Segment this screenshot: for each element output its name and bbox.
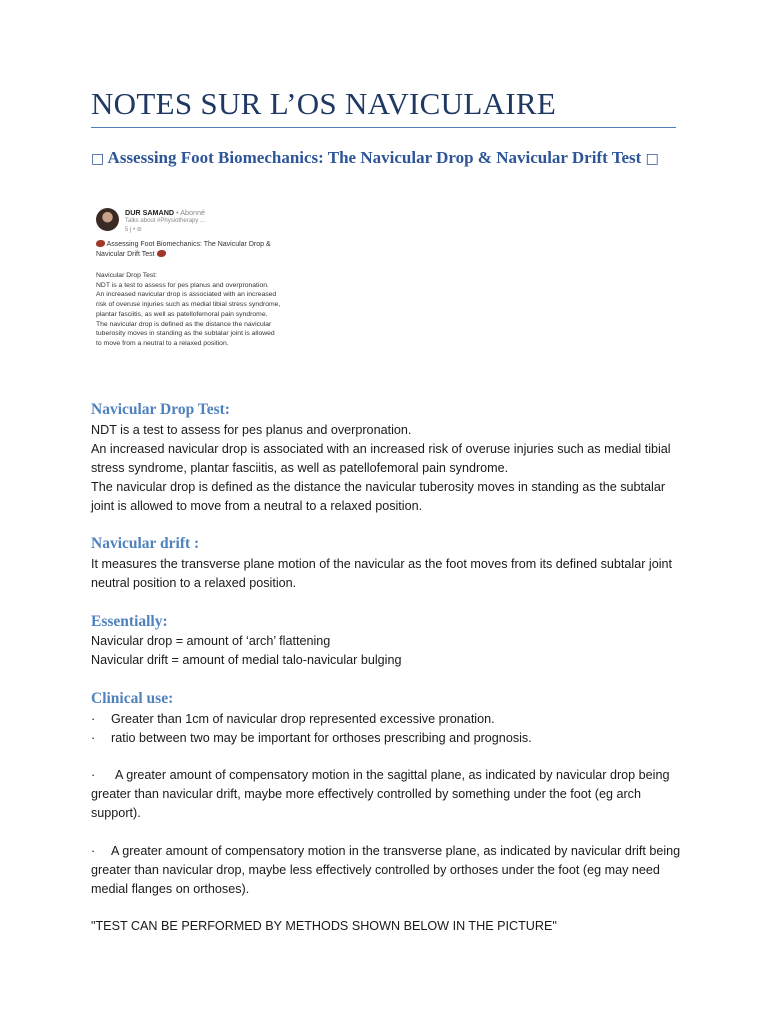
list-item-text: ratio between two may be important for orthoses prescribing and prognosis. bbox=[111, 731, 532, 745]
bullet-icon: · bbox=[91, 712, 96, 726]
post-heading bbox=[96, 240, 282, 260]
essentially-paragraph bbox=[91, 632, 681, 670]
paragraph-line: An increased navicular drop is associated with an increased risk of overuse injuries such as medial tibial stress syndrome, plantar fasciitis, as well as patellofemoral pain syndrome. bbox=[91, 442, 671, 475]
post-line: NDT is a test to assess for pes planus and overpronation. bbox=[96, 281, 269, 289]
post-line: The navicular drop is defined as the distance the navicular tuberosity moves in standing as the subtalar joint is allowed to move from a neutral to a relaxed position. bbox=[96, 320, 275, 347]
list-item bbox=[91, 842, 681, 899]
paragraph-line: Navicular drift = amount of medial talo-navicular bulging bbox=[91, 653, 402, 667]
post-heading-text: Assessing Foot Biomechanics: The Navicular Drop & Navicular Drift Test bbox=[96, 241, 271, 258]
section-heading-drop-test: Navicular Drop Test: bbox=[91, 401, 230, 418]
list-item-text: A greater amount of compensatory motion in the sagittal plane, as indicated by navicular drop being greater than navicular drift, maybe more effectively controlled by something under the foot (eg arch support). bbox=[91, 768, 670, 820]
page-title: NOTES SUR L’OS NAVICULAIRE bbox=[91, 86, 557, 121]
post-author-status: • Abonné bbox=[176, 208, 206, 217]
subtitle-text: Assessing Foot Biomechanics: The Navicular Drop & Navicular Drift Test bbox=[107, 148, 642, 167]
list-item bbox=[91, 729, 681, 748]
foot-icon bbox=[157, 250, 166, 257]
post-author-name: DUR SAMAND bbox=[125, 208, 175, 217]
post-line: An increased navicular drop is associated with an increased risk of overuse injuries such as medial tibial stress syndrome, plantar fasciitis, as well as patellofemoral pain syndrome. bbox=[96, 291, 281, 318]
bullet-icon: · bbox=[91, 844, 96, 858]
section-heading-essentially: Essentially: bbox=[91, 613, 168, 630]
section-heading-drift: Navicular drift : bbox=[91, 535, 200, 552]
post-line: Navicular Drop Test: bbox=[96, 272, 158, 279]
list-item bbox=[91, 710, 681, 729]
post-timestamp: 5 j • ⊘ bbox=[125, 227, 142, 233]
paragraph-line: NDT is a test to assess for pes planus and overpronation. bbox=[91, 423, 412, 437]
paragraph-line: "TEST CAN BE PERFORMED BY METHODS SHOWN BELOW IN THE PICTURE" bbox=[91, 919, 557, 933]
drop-test-paragraph bbox=[91, 421, 681, 516]
list-item-text: Greater than 1cm of navicular drop represented excessive pronation. bbox=[111, 712, 495, 726]
post-author bbox=[125, 208, 205, 217]
post-body bbox=[96, 271, 282, 349]
bullet-icon: · bbox=[91, 731, 96, 745]
paragraph-line: The navicular drop is defined as the distance the navicular tuberosity moves in standing as the subtalar joint is allowed to move from a neutral to a relaxed position. bbox=[91, 480, 666, 513]
missing-glyph-icon: □ bbox=[645, 151, 659, 167]
section-heading-clinical-use: Clinical use: bbox=[91, 690, 174, 707]
paragraph-line: Navicular drop = amount of ‘arch’ flattening bbox=[91, 634, 331, 648]
paragraph-line: It measures the transverse plane motion of the navicular as the foot moves from its defined subtalar joint neutral position to a relaxed position. bbox=[91, 557, 673, 590]
drift-paragraph bbox=[91, 555, 681, 593]
list-item-text: A greater amount of compensatory motion in the transverse plane, as indicated by navicular drift being greater than navicular drop, maybe less effectively controlled by orthoses under the foot (eg may need medial flanges on orthoses). bbox=[91, 844, 681, 896]
bullet-icon: · bbox=[91, 768, 96, 782]
list-item bbox=[91, 766, 681, 823]
embedded-post-image bbox=[91, 202, 285, 380]
avatar bbox=[96, 208, 119, 231]
post-talks-about: Talks about #Physiotherapy ... bbox=[125, 218, 206, 224]
closing-note bbox=[91, 917, 681, 936]
missing-glyph-icon: □ bbox=[91, 151, 105, 167]
title-divider bbox=[91, 127, 676, 128]
foot-icon bbox=[96, 240, 105, 247]
document-subtitle bbox=[91, 146, 681, 171]
